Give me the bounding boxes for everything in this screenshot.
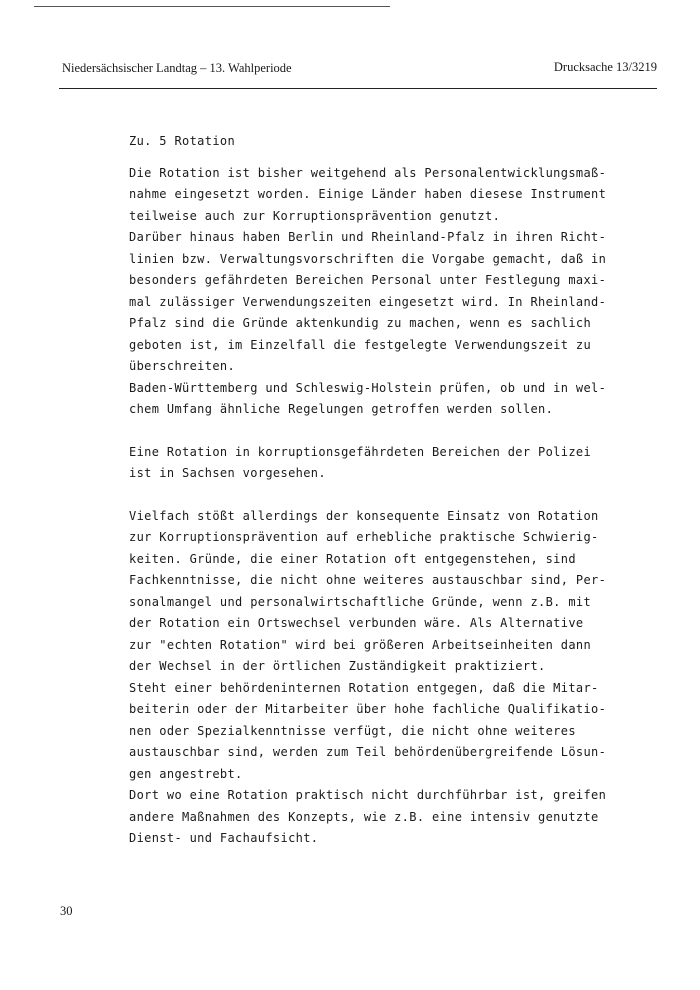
text-line: chem Umfang ähnliche Regelungen getroffen werden sollen. <box>129 402 554 416</box>
text-line: Baden-Württemberg und Schleswig-Holstein prüfen, ob und in wel- <box>129 380 607 395</box>
text-line: mal zulässiger Verwendungszeiten eingesetzt wird. In Rheinland- <box>129 294 607 309</box>
text-line: Pfalz sind die Gründe aktenkundig zu machen, wenn es sachlich <box>129 316 592 330</box>
text-line: ist in Sachsen vorgesehen. <box>129 466 326 480</box>
text-line: keiten. Gründe, die einer Rotation oft entgegenstehen, sind <box>129 551 576 566</box>
text-line: linien bzw. Verwaltungsvorschriften die Vorgabe gemacht, daß in <box>129 251 607 266</box>
page-number: 30 <box>60 904 73 918</box>
document-body <box>129 131 609 850</box>
text-line: Die Rotation ist bisher weitgehend als Personalentwicklungsmaß- <box>129 165 607 180</box>
text-line: Vielfach stößt allerdings der konsequente Einsatz von Rotation <box>129 508 599 523</box>
text-line: der Rotation ein Ortswechsel verbunden wäre. Als Alternative <box>129 616 584 630</box>
text-line: besonders gefährdeten Bereichen Personal unter Festlegung maxi- <box>129 273 607 287</box>
text-line: der Wechsel in der örtlichen Zuständigkeit praktiziert. <box>129 659 546 673</box>
text-line: nen oder Spezialkenntnisse verfügt, die nicht ohne weiteres <box>129 723 576 738</box>
text-line: Darüber hinaus haben Berlin und Rheinland-Pfalz in ihren Richt- <box>129 230 607 244</box>
text-line: teilweise auch zur Korruptionsprävention genutzt. <box>129 208 501 223</box>
page-header <box>62 58 657 80</box>
text-line: zur "echten Rotation" wird bei größeren Arbeitseinheiten dann <box>129 637 592 652</box>
text-line: nahme eingesetzt worden. Einige Länder haben diesese Instrument <box>129 187 607 201</box>
section-paragraphs <box>129 163 609 850</box>
header-publication: Niedersächsischer Landtag – 13. Wahlperiode <box>62 61 292 75</box>
header-document-number: Drucksache 13/3219 <box>553 60 657 74</box>
text-line: Eine Rotation in korruptionsgefährdeten Bereichen der Polizei <box>129 444 592 459</box>
paragraph <box>129 442 609 485</box>
text-line: gen angestrebt. <box>129 766 243 781</box>
text-line: geboten ist, im Einzelfall die festgelegte Verwendungszeit zu <box>129 337 592 352</box>
text-line: überschreiten. <box>129 359 236 373</box>
text-line: zur Korruptionsprävention auf erhebliche praktische Schwierig- <box>129 530 599 544</box>
text-line: sonalmangel und personalwirtschaftliche Gründe, wenn z.B. mit <box>129 594 592 609</box>
header-rule <box>59 88 657 89</box>
paragraph <box>129 506 609 850</box>
text-line: Steht einer behördeninternen Rotation entgegen, daß die Mitar- <box>129 680 599 695</box>
paragraph-gap <box>129 485 609 506</box>
paragraph <box>129 163 609 421</box>
paragraph-gap <box>129 421 609 442</box>
text-line: andere Maßnahmen des Konzepts, wie z.B. eine intensiv genutzte <box>129 809 599 824</box>
text-line: Dort wo eine Rotation praktisch nicht durchführbar ist, greifen <box>129 788 607 802</box>
text-line: austauschbar sind, werden zum Teil behördenübergreifende Lösun- <box>129 745 607 759</box>
section-heading: Zu. 5 Rotation <box>129 134 236 148</box>
text-line: Dienst- und Fachaufsicht. <box>129 831 319 845</box>
text-line: Fachkenntnisse, die nicht ohne weiteres austauschbar sind, Per- <box>129 573 607 587</box>
top-rule <box>34 6 390 7</box>
text-line: beiterin oder der Mitarbeiter über hohe fachliche Qualifikatio- <box>129 702 607 716</box>
